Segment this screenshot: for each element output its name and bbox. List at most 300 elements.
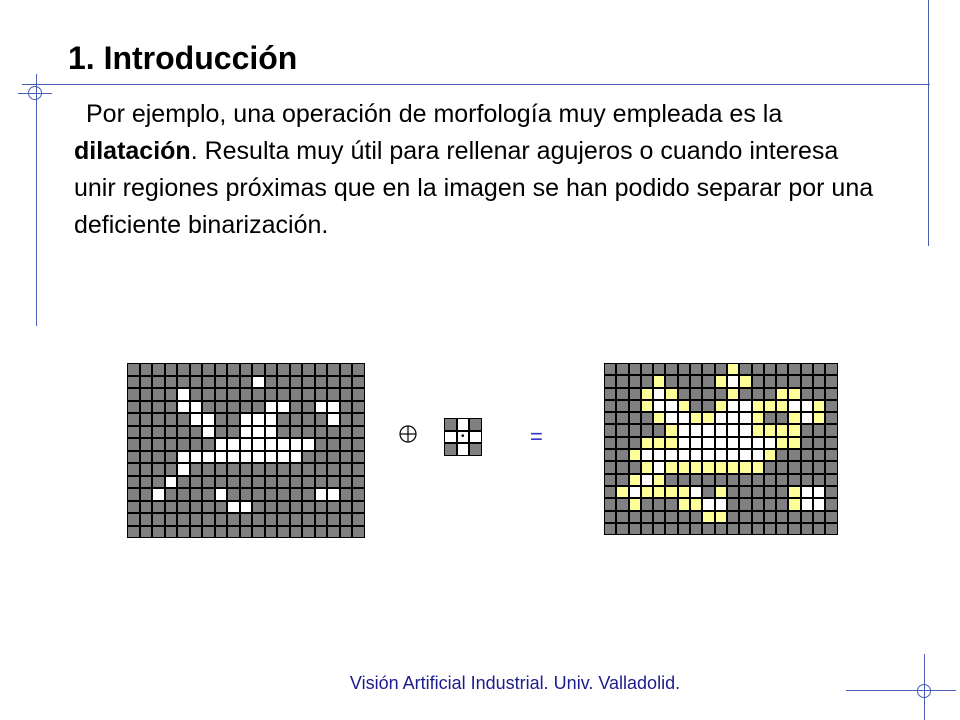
background-pixel bbox=[776, 486, 788, 498]
object-pixel bbox=[227, 451, 240, 464]
slide-title: 1. Introducción bbox=[68, 40, 298, 76]
background-pixel bbox=[788, 449, 800, 461]
object-pixel bbox=[177, 451, 190, 464]
background-pixel bbox=[616, 511, 628, 523]
background-pixel bbox=[825, 363, 837, 375]
background-pixel bbox=[801, 523, 813, 535]
background-pixel bbox=[315, 463, 328, 476]
background-pixel bbox=[127, 363, 140, 376]
dilated-pixel bbox=[788, 388, 800, 400]
background-pixel bbox=[227, 413, 240, 426]
object-pixel bbox=[252, 413, 265, 426]
background-pixel bbox=[140, 438, 153, 451]
object-pixel bbox=[678, 449, 690, 461]
background-pixel bbox=[140, 463, 153, 476]
background-pixel bbox=[315, 388, 328, 401]
dilated-pixel bbox=[702, 412, 714, 424]
background-pixel bbox=[776, 461, 788, 473]
background-pixel bbox=[776, 449, 788, 461]
background-pixel bbox=[604, 523, 616, 535]
background-pixel bbox=[604, 388, 616, 400]
background-pixel bbox=[739, 498, 751, 510]
object-pixel bbox=[190, 413, 203, 426]
background-pixel bbox=[801, 375, 813, 387]
background-pixel bbox=[352, 451, 365, 464]
decor-top-horizontal-line bbox=[22, 84, 930, 85]
background-pixel bbox=[315, 526, 328, 539]
background-pixel bbox=[352, 463, 365, 476]
background-pixel bbox=[739, 363, 751, 375]
background-pixel bbox=[801, 461, 813, 473]
background-pixel bbox=[127, 413, 140, 426]
background-pixel bbox=[202, 488, 215, 501]
background-pixel bbox=[140, 451, 153, 464]
background-pixel bbox=[653, 511, 665, 523]
dilated-pixel bbox=[678, 400, 690, 412]
background-pixel bbox=[240, 388, 253, 401]
background-pixel bbox=[127, 513, 140, 526]
background-pixel bbox=[340, 451, 353, 464]
background-pixel bbox=[202, 501, 215, 514]
equals-sign: = bbox=[530, 424, 543, 449]
background-pixel bbox=[140, 376, 153, 389]
background-pixel bbox=[776, 474, 788, 486]
object-pixel bbox=[265, 413, 278, 426]
slide-footer: Visión Artificial Industrial. Univ. Valladolid. bbox=[349, 673, 681, 693]
background-pixel bbox=[227, 463, 240, 476]
background-pixel bbox=[315, 476, 328, 489]
background-pixel bbox=[801, 449, 813, 461]
background-pixel bbox=[444, 443, 457, 456]
background-pixel bbox=[302, 363, 315, 376]
dilated-pixel bbox=[653, 412, 665, 424]
background-pixel bbox=[152, 388, 165, 401]
background-pixel bbox=[302, 526, 315, 539]
background-pixel bbox=[290, 376, 303, 389]
background-pixel bbox=[252, 363, 265, 376]
background-pixel bbox=[190, 501, 203, 514]
background-pixel bbox=[616, 437, 628, 449]
background-pixel bbox=[277, 526, 290, 539]
background-pixel bbox=[290, 526, 303, 539]
object-pixel bbox=[690, 449, 702, 461]
background-pixel bbox=[352, 426, 365, 439]
background-pixel bbox=[764, 498, 776, 510]
background-pixel bbox=[190, 526, 203, 539]
background-pixel bbox=[825, 400, 837, 412]
dilated-pixel bbox=[788, 424, 800, 436]
background-pixel bbox=[327, 476, 340, 489]
background-pixel bbox=[641, 363, 653, 375]
object-pixel bbox=[215, 451, 228, 464]
background-pixel bbox=[702, 363, 714, 375]
background-pixel bbox=[444, 418, 457, 431]
background-pixel bbox=[690, 511, 702, 523]
dilated-pixel bbox=[727, 461, 739, 473]
background-pixel bbox=[641, 498, 653, 510]
object-pixel bbox=[739, 424, 751, 436]
background-pixel bbox=[788, 511, 800, 523]
background-pixel bbox=[629, 400, 641, 412]
background-pixel bbox=[604, 412, 616, 424]
background-pixel bbox=[177, 413, 190, 426]
paragraph-bold-term: dilatación bbox=[74, 137, 191, 165]
background-pixel bbox=[604, 424, 616, 436]
background-pixel bbox=[665, 511, 677, 523]
background-pixel bbox=[690, 363, 702, 375]
object-pixel bbox=[252, 426, 265, 439]
background-pixel bbox=[739, 474, 751, 486]
background-pixel bbox=[801, 474, 813, 486]
background-pixel bbox=[678, 511, 690, 523]
background-pixel bbox=[776, 523, 788, 535]
background-pixel bbox=[265, 513, 278, 526]
background-pixel bbox=[801, 511, 813, 523]
background-pixel bbox=[227, 476, 240, 489]
background-pixel bbox=[302, 463, 315, 476]
background-pixel bbox=[265, 363, 278, 376]
object-pixel bbox=[277, 401, 290, 414]
background-pixel bbox=[277, 476, 290, 489]
background-pixel bbox=[140, 526, 153, 539]
object-pixel bbox=[715, 498, 727, 510]
background-pixel bbox=[641, 523, 653, 535]
background-pixel bbox=[629, 388, 641, 400]
background-pixel bbox=[690, 400, 702, 412]
background-pixel bbox=[277, 413, 290, 426]
background-pixel bbox=[252, 401, 265, 414]
background-pixel bbox=[764, 511, 776, 523]
background-pixel bbox=[290, 401, 303, 414]
background-pixel bbox=[177, 513, 190, 526]
background-pixel bbox=[215, 513, 228, 526]
object-pixel bbox=[252, 451, 265, 464]
background-pixel bbox=[764, 375, 776, 387]
dilated-pixel bbox=[665, 437, 677, 449]
background-pixel bbox=[202, 438, 215, 451]
background-pixel bbox=[825, 437, 837, 449]
background-pixel bbox=[764, 363, 776, 375]
dilated-pixel bbox=[739, 375, 751, 387]
object-pixel bbox=[727, 449, 739, 461]
background-pixel bbox=[277, 426, 290, 439]
background-pixel bbox=[127, 388, 140, 401]
background-pixel bbox=[127, 376, 140, 389]
background-pixel bbox=[327, 513, 340, 526]
background-pixel bbox=[152, 413, 165, 426]
dilated-pixel bbox=[665, 461, 677, 473]
dilated-pixel bbox=[641, 400, 653, 412]
object-pixel bbox=[702, 437, 714, 449]
background-pixel bbox=[290, 363, 303, 376]
dilated-pixel bbox=[813, 400, 825, 412]
background-pixel bbox=[215, 401, 228, 414]
background-pixel bbox=[825, 412, 837, 424]
background-pixel bbox=[776, 412, 788, 424]
dilated-pixel bbox=[752, 461, 764, 473]
object-pixel bbox=[457, 443, 470, 456]
background-pixel bbox=[140, 413, 153, 426]
background-pixel bbox=[352, 476, 365, 489]
background-pixel bbox=[653, 523, 665, 535]
dilated-pixel bbox=[641, 437, 653, 449]
background-pixel bbox=[604, 498, 616, 510]
background-pixel bbox=[152, 376, 165, 389]
background-pixel bbox=[813, 474, 825, 486]
background-pixel bbox=[240, 476, 253, 489]
background-pixel bbox=[127, 501, 140, 514]
background-pixel bbox=[252, 526, 265, 539]
object-pixel bbox=[327, 401, 340, 414]
dilated-pixel bbox=[678, 461, 690, 473]
background-pixel bbox=[340, 476, 353, 489]
object-pixel bbox=[690, 424, 702, 436]
structuring-element-origin: • bbox=[457, 431, 470, 444]
background-pixel bbox=[302, 388, 315, 401]
background-pixel bbox=[202, 463, 215, 476]
object-pixel bbox=[715, 412, 727, 424]
background-pixel bbox=[825, 523, 837, 535]
background-pixel bbox=[290, 513, 303, 526]
background-pixel bbox=[127, 426, 140, 439]
object-pixel bbox=[690, 486, 702, 498]
dilated-pixel bbox=[641, 486, 653, 498]
background-pixel bbox=[152, 363, 165, 376]
background-pixel bbox=[315, 513, 328, 526]
background-pixel bbox=[152, 501, 165, 514]
background-pixel bbox=[277, 388, 290, 401]
background-pixel bbox=[327, 363, 340, 376]
background-pixel bbox=[641, 412, 653, 424]
object-pixel bbox=[813, 486, 825, 498]
object-pixel bbox=[290, 438, 303, 451]
dilated-pixel bbox=[702, 461, 714, 473]
background-pixel bbox=[327, 501, 340, 514]
background-pixel bbox=[340, 388, 353, 401]
dilated-pixel bbox=[616, 486, 628, 498]
background-pixel bbox=[277, 501, 290, 514]
background-pixel bbox=[177, 501, 190, 514]
background-pixel bbox=[678, 375, 690, 387]
background-pixel bbox=[813, 437, 825, 449]
object-pixel bbox=[727, 424, 739, 436]
dilated-pixel bbox=[727, 363, 739, 375]
background-pixel bbox=[352, 413, 365, 426]
object-pixel bbox=[177, 463, 190, 476]
dilated-pixel bbox=[715, 486, 727, 498]
background-pixel bbox=[127, 526, 140, 539]
background-pixel bbox=[629, 363, 641, 375]
object-pixel bbox=[739, 412, 751, 424]
background-pixel bbox=[801, 388, 813, 400]
object-pixel bbox=[665, 412, 677, 424]
background-pixel bbox=[265, 463, 278, 476]
background-pixel bbox=[265, 488, 278, 501]
background-pixel bbox=[252, 388, 265, 401]
background-pixel bbox=[277, 376, 290, 389]
object-pixel bbox=[177, 401, 190, 414]
object-pixel bbox=[727, 375, 739, 387]
background-pixel bbox=[302, 476, 315, 489]
background-pixel bbox=[629, 375, 641, 387]
background-pixel bbox=[227, 388, 240, 401]
background-pixel bbox=[152, 438, 165, 451]
object-pixel bbox=[641, 474, 653, 486]
object-pixel bbox=[227, 501, 240, 514]
background-pixel bbox=[469, 418, 482, 431]
background-pixel bbox=[752, 498, 764, 510]
background-pixel bbox=[352, 401, 365, 414]
object-pixel bbox=[702, 498, 714, 510]
object-pixel bbox=[265, 438, 278, 451]
object-pixel bbox=[665, 449, 677, 461]
dilated-pixel bbox=[776, 437, 788, 449]
background-pixel bbox=[165, 488, 178, 501]
background-pixel bbox=[177, 476, 190, 489]
background-pixel bbox=[140, 501, 153, 514]
background-pixel bbox=[665, 498, 677, 510]
background-pixel bbox=[265, 476, 278, 489]
object-pixel bbox=[801, 486, 813, 498]
dilated-pixel bbox=[653, 437, 665, 449]
background-pixel bbox=[190, 363, 203, 376]
background-pixel bbox=[788, 474, 800, 486]
background-pixel bbox=[202, 401, 215, 414]
background-pixel bbox=[813, 375, 825, 387]
background-pixel bbox=[727, 511, 739, 523]
background-pixel bbox=[352, 438, 365, 451]
background-pixel bbox=[352, 488, 365, 501]
background-pixel bbox=[215, 376, 228, 389]
object-pixel bbox=[678, 424, 690, 436]
object-pixel bbox=[202, 413, 215, 426]
object-pixel bbox=[690, 437, 702, 449]
object-pixel bbox=[727, 437, 739, 449]
object-pixel bbox=[764, 437, 776, 449]
background-pixel bbox=[665, 363, 677, 375]
background-pixel bbox=[629, 461, 641, 473]
background-pixel bbox=[665, 375, 677, 387]
background-pixel bbox=[825, 375, 837, 387]
background-pixel bbox=[152, 426, 165, 439]
object-pixel bbox=[629, 486, 641, 498]
object-pixel bbox=[444, 431, 457, 444]
background-pixel bbox=[165, 388, 178, 401]
background-pixel bbox=[165, 513, 178, 526]
object-pixel bbox=[215, 488, 228, 501]
background-pixel bbox=[140, 426, 153, 439]
background-pixel bbox=[165, 401, 178, 414]
background-pixel bbox=[252, 488, 265, 501]
dilated-pixel bbox=[776, 424, 788, 436]
background-pixel bbox=[202, 526, 215, 539]
object-pixel bbox=[752, 437, 764, 449]
object-pixel bbox=[277, 438, 290, 451]
object-pixel bbox=[265, 451, 278, 464]
background-pixel bbox=[764, 388, 776, 400]
background-pixel bbox=[165, 413, 178, 426]
background-pixel bbox=[165, 501, 178, 514]
background-pixel bbox=[604, 437, 616, 449]
background-pixel bbox=[604, 461, 616, 473]
background-pixel bbox=[302, 501, 315, 514]
background-pixel bbox=[240, 401, 253, 414]
background-pixel bbox=[177, 488, 190, 501]
dilated-pixel bbox=[629, 474, 641, 486]
background-pixel bbox=[227, 513, 240, 526]
dilated-pixel bbox=[690, 461, 702, 473]
background-pixel bbox=[739, 486, 751, 498]
background-pixel bbox=[629, 523, 641, 535]
background-pixel bbox=[629, 511, 641, 523]
decor-right-vertical-line bbox=[928, 0, 929, 246]
background-pixel bbox=[739, 523, 751, 535]
dilated-pixel bbox=[727, 388, 739, 400]
object-pixel bbox=[457, 418, 470, 431]
background-pixel bbox=[813, 461, 825, 473]
background-pixel bbox=[165, 526, 178, 539]
paragraph-text-after: . Resulta muy útil para rellenar agujeros o cuando interesa unir regiones próximas que en la imagen se han podido separar por una deficiente binarización. bbox=[74, 137, 874, 239]
background-pixel bbox=[629, 424, 641, 436]
object-pixel bbox=[653, 388, 665, 400]
background-pixel bbox=[616, 363, 628, 375]
background-pixel bbox=[604, 449, 616, 461]
background-pixel bbox=[327, 463, 340, 476]
background-pixel bbox=[140, 401, 153, 414]
background-pixel bbox=[165, 426, 178, 439]
object-pixel bbox=[702, 424, 714, 436]
background-pixel bbox=[215, 463, 228, 476]
background-pixel bbox=[177, 376, 190, 389]
background-pixel bbox=[641, 424, 653, 436]
object-pixel bbox=[177, 388, 190, 401]
object-pixel bbox=[152, 488, 165, 501]
background-pixel bbox=[240, 363, 253, 376]
object-pixel bbox=[202, 426, 215, 439]
object-pixel bbox=[801, 400, 813, 412]
background-pixel bbox=[315, 451, 328, 464]
background-pixel bbox=[715, 363, 727, 375]
background-pixel bbox=[678, 523, 690, 535]
background-pixel bbox=[140, 476, 153, 489]
background-pixel bbox=[152, 401, 165, 414]
background-pixel bbox=[813, 523, 825, 535]
background-pixel bbox=[302, 401, 315, 414]
background-pixel bbox=[290, 426, 303, 439]
background-pixel bbox=[739, 388, 751, 400]
object-pixel bbox=[801, 498, 813, 510]
background-pixel bbox=[616, 412, 628, 424]
background-pixel bbox=[165, 438, 178, 451]
background-pixel bbox=[190, 438, 203, 451]
background-pixel bbox=[327, 426, 340, 439]
background-pixel bbox=[825, 461, 837, 473]
object-pixel bbox=[752, 449, 764, 461]
background-pixel bbox=[277, 463, 290, 476]
background-pixel bbox=[215, 526, 228, 539]
slide-paragraph bbox=[74, 96, 874, 244]
background-pixel bbox=[202, 363, 215, 376]
background-pixel bbox=[604, 486, 616, 498]
background-pixel bbox=[813, 388, 825, 400]
background-pixel bbox=[616, 449, 628, 461]
background-pixel bbox=[469, 443, 482, 456]
background-pixel bbox=[690, 523, 702, 535]
background-pixel bbox=[265, 526, 278, 539]
background-pixel bbox=[825, 449, 837, 461]
object-pixel bbox=[702, 449, 714, 461]
background-pixel bbox=[752, 375, 764, 387]
